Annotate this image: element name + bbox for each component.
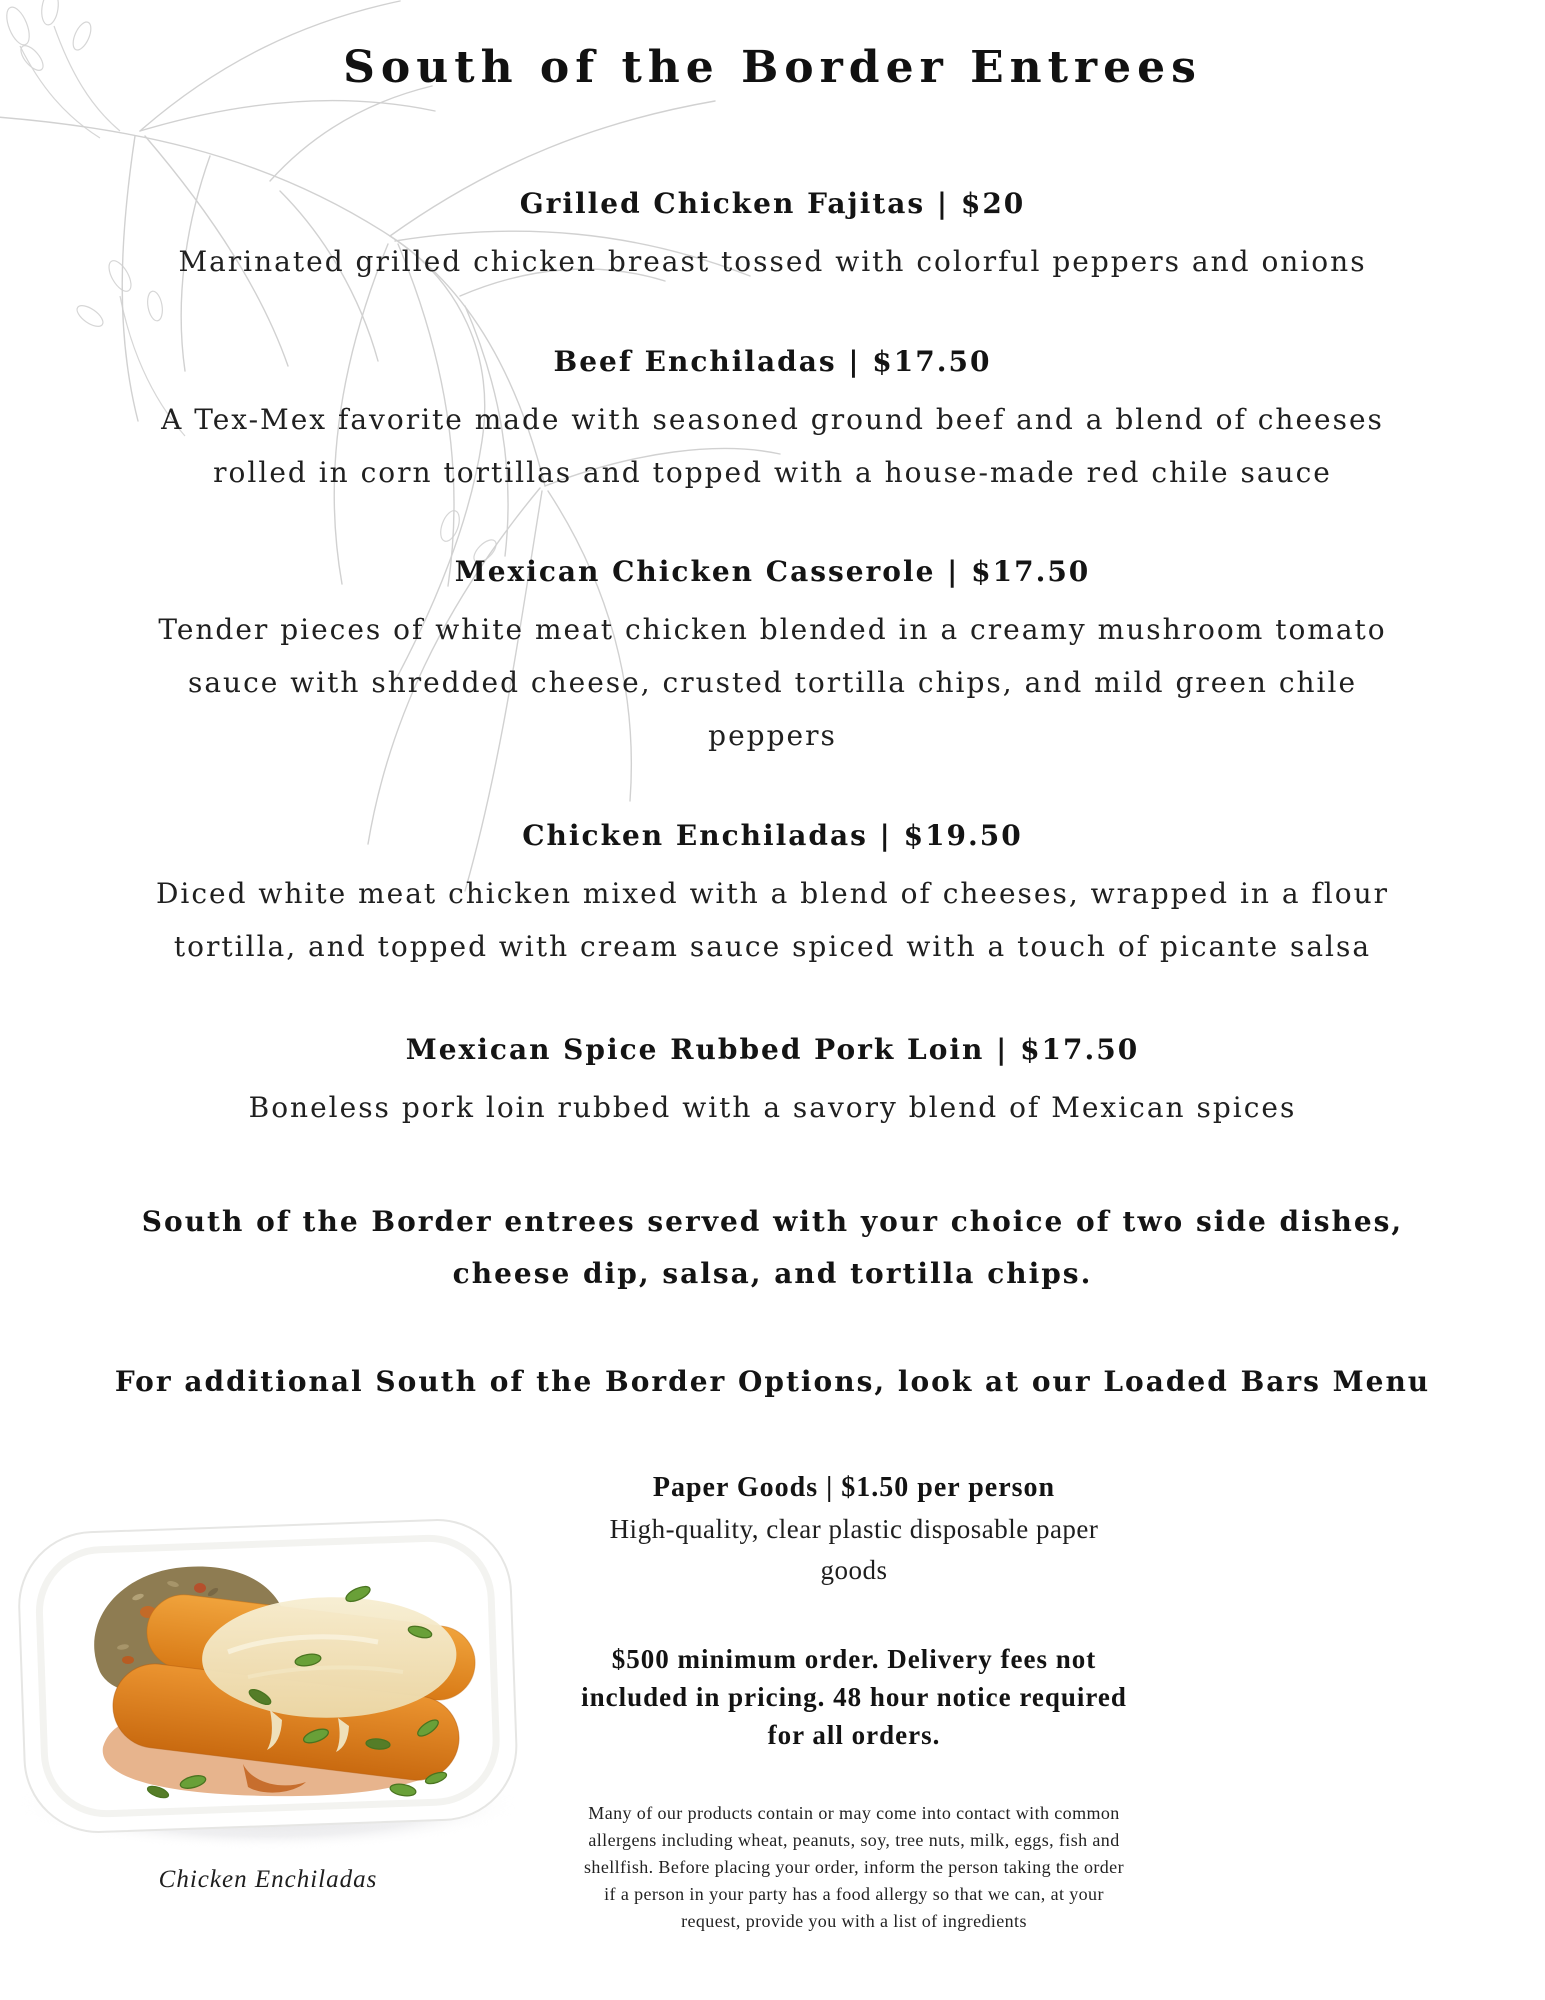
served-with-note	[70, 1196, 1475, 1300]
served-with-note-line: cheese dip, salsa, and tortilla chips.	[452, 1257, 1093, 1290]
allergen-disclaimer-line: Many of our products contain or may come into contact with common	[588, 1803, 1120, 1823]
order-minimum-line: included in pricing. 48 hour notice required	[581, 1682, 1127, 1712]
menu-item-desc-line: sauce with shredded cheese, crusted tortilla chips, and mild green chile	[187, 666, 1358, 699]
page-title: South of the Border Entrees	[343, 42, 1202, 93]
additional-options-note: For additional South of the Border Options, look at our Loaded Bars Menu	[114, 1365, 1431, 1398]
allergen-disclaimer-line: request, provide you with a list of ingredients	[681, 1911, 1027, 1931]
allergen-disclaimer-line: shellfish. Before placing your order, inform the person taking the order	[584, 1857, 1124, 1877]
allergen-disclaimer	[530, 1800, 1178, 1935]
paper-goods-desc-line: High-quality, clear plastic disposable paper	[609, 1514, 1099, 1544]
photo-caption: Chicken Enchiladas	[158, 1866, 378, 1893]
order-minimum-line: for all orders.	[767, 1720, 941, 1750]
menu-item-heading: Mexican Spice Rubbed Pork Loin | $17.50	[405, 1033, 1140, 1066]
order-minimum-line: $500 minimum order. Delivery fees not	[611, 1644, 1097, 1674]
chicken-enchiladas-photo	[8, 1492, 528, 1862]
menu-item-desc-line: A Tex-Mex favorite made with seasoned ground beef and a blend of cheeses	[161, 403, 1384, 436]
menu-item-desc-line: tortilla, and topped with cream sauce spiced with a touch of picante salsa	[173, 930, 1372, 963]
menu-item-desc-line: Marinated grilled chicken breast tossed with colorful peppers and onions	[178, 245, 1367, 278]
chicken-enchiladas-photo-illustration	[8, 1492, 528, 1862]
menu-item	[70, 184, 1475, 288]
menu-item	[70, 816, 1475, 973]
allergen-disclaimer-line: if a person in your party has a food allergy so that we can, at your	[604, 1884, 1104, 1904]
served-with-note-line: South of the Border entrees served with your choice of two side dishes,	[141, 1205, 1404, 1238]
paper-goods-desc-line: goods	[820, 1555, 888, 1585]
paper-goods-section	[530, 1470, 1178, 1591]
paper-goods-heading: Paper Goods | $1.50 per person	[652, 1472, 1056, 1503]
menu-item-heading: Mexican Chicken Casserole | $17.50	[454, 555, 1091, 588]
allergen-disclaimer-line: allergens including wheat, peanuts, soy, tree nuts, milk, eggs, fish and	[588, 1830, 1120, 1850]
menu-item	[70, 342, 1475, 499]
menu-item-desc-line: peppers	[708, 719, 837, 752]
menu-item-heading: Beef Enchiladas | $17.50	[553, 345, 992, 378]
menu-item	[70, 552, 1475, 762]
order-minimum-section	[530, 1640, 1178, 1754]
menu-item-desc-line: rolled in corn tortillas and topped with a house-made red chile sauce	[213, 456, 1332, 489]
menu-item-desc-line: Boneless pork loin rubbed with a savory blend of Mexican spices	[248, 1091, 1297, 1124]
menu-item-desc-line: Diced white meat chicken mixed with a blend of cheeses, wrapped in a flour	[155, 877, 1390, 910]
menu-item	[70, 1030, 1475, 1134]
menu-item-desc-line: Tender pieces of white meat chicken blended in a creamy mushroom tomato	[158, 613, 1387, 646]
menu-item-heading: Chicken Enchiladas | $19.50	[522, 819, 1023, 852]
menu-item-heading: Grilled Chicken Fajitas | $20	[519, 187, 1026, 220]
